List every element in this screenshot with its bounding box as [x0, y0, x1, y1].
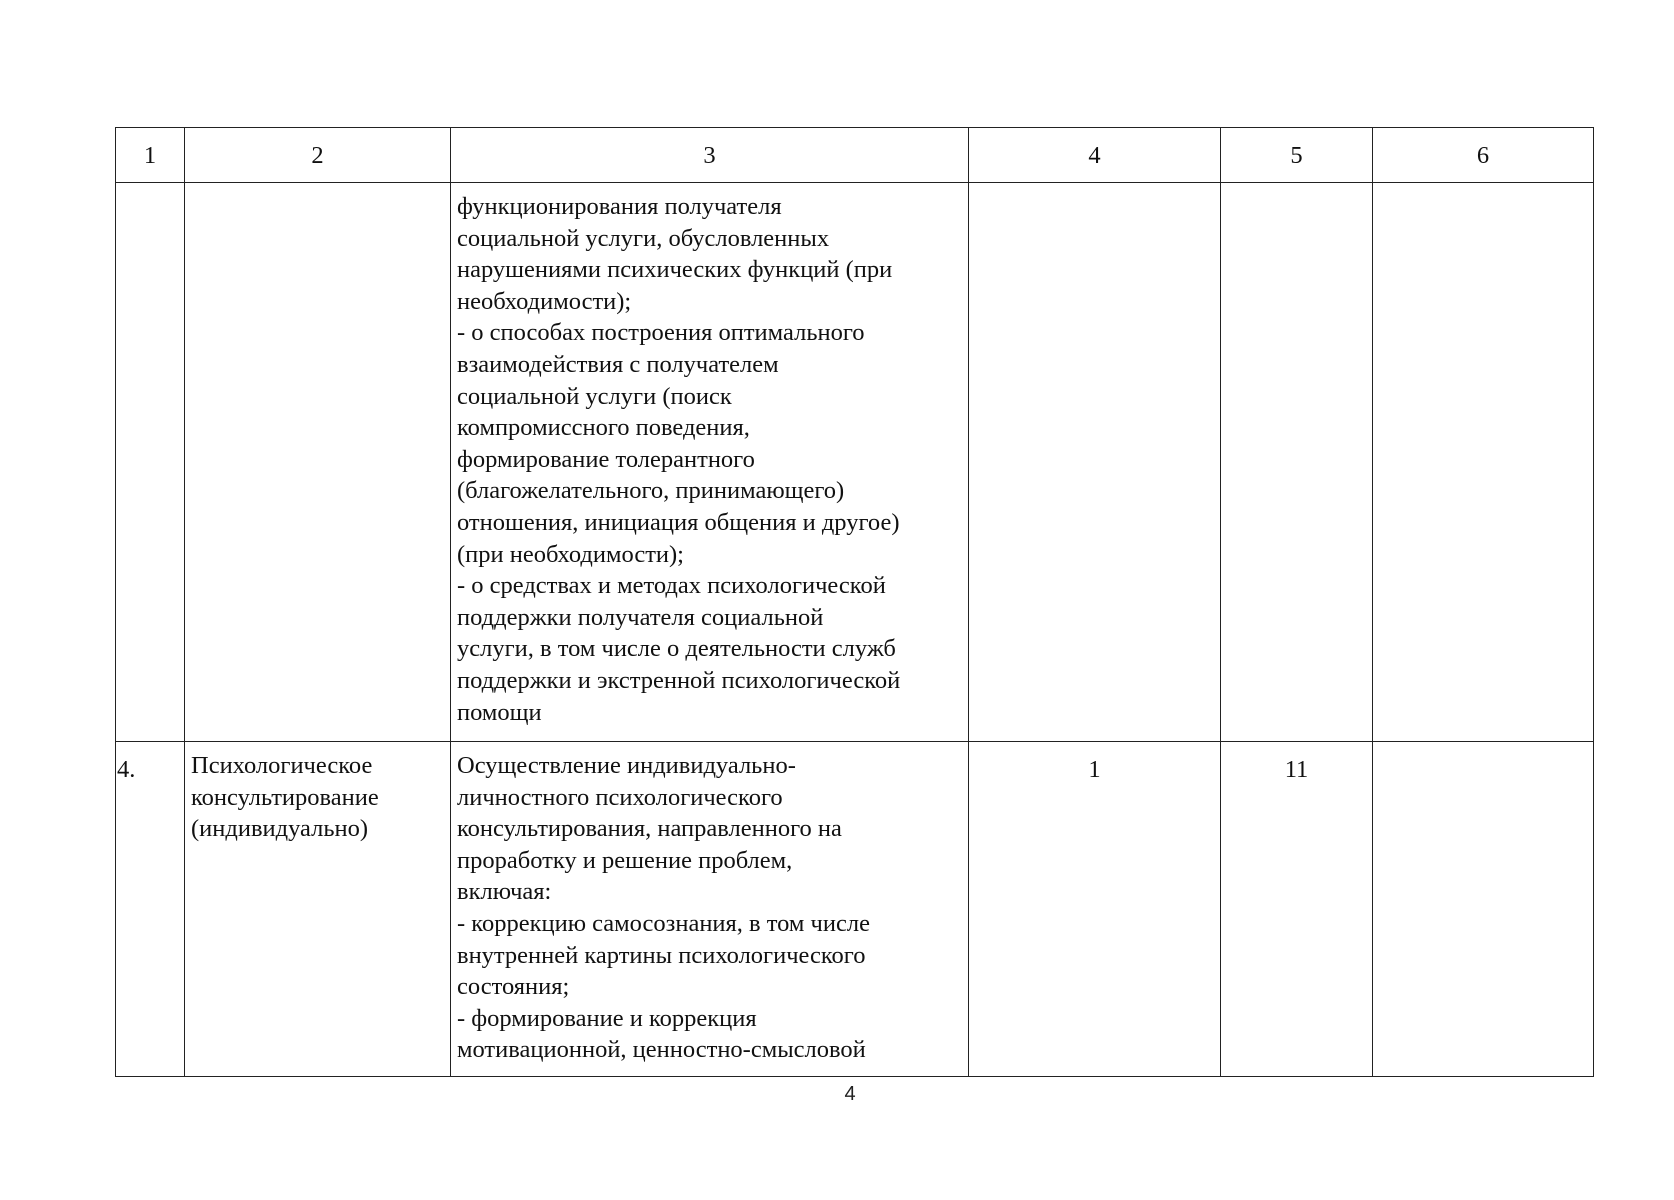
service-name-cell: [185, 183, 451, 742]
header-cell-6: 6: [1373, 128, 1594, 183]
header-cell-4: 4: [969, 128, 1221, 183]
column-5-value: 11: [1284, 756, 1309, 783]
row-number-cell: [116, 742, 185, 1077]
column-6-value: [1373, 183, 1593, 195]
table-header: [116, 128, 1594, 183]
header-cell-3: 3: [451, 128, 969, 183]
service-name: Психологическое консультирование (индивидуально): [191, 752, 379, 843]
column-5-value: [1221, 183, 1372, 195]
service-name-cell: [185, 742, 451, 1077]
column-6-value: [1373, 742, 1593, 754]
row-number-cell: [116, 183, 185, 742]
column-6-cell: [1373, 183, 1594, 742]
row-number: 4.: [117, 756, 136, 783]
service-description-cell: [451, 742, 969, 1077]
header-row: [116, 128, 1594, 183]
column-4-cell: [969, 742, 1221, 1077]
services-table: [115, 127, 1594, 1077]
table-body: [116, 183, 1594, 1077]
header-cell-1: 1: [116, 128, 185, 183]
column-4-value: 1: [1088, 756, 1101, 783]
column-4-value: [969, 183, 1220, 195]
row-number: [116, 183, 184, 195]
service-description: Осуществление индивидуально- личностного психологического консультирования, направленного на проработку и решение проблем, включая: - коррекцию самосознания, в том числе внутренней картины психологического состояния; - формирование и коррекция мотивационной, ценностно-смысловой: [457, 752, 870, 1064]
column-6-cell: [1373, 742, 1594, 1077]
service-name: [185, 183, 450, 195]
column-4-cell: [969, 183, 1221, 742]
service-description: функционирования получателя социальной услуги, обусловленных нарушениями психических функций (при необходимости); - о способах построения оптимального взаимодействия с получателем социальной услуги (поиск компромиссного поведения, формирование толерантного (благожелательного, принимающего) отношения, инициация общения и другое) (при необходимости); - о средствах и методах психологической поддержки получателя социальной услуги, в том числе о деятельности служб поддержки и экстренной психологической помощи: [457, 193, 901, 726]
table-row: [116, 183, 1594, 742]
table-row: [116, 742, 1594, 1077]
page-number: 4: [844, 1083, 856, 1105]
column-5-cell: [1221, 742, 1373, 1077]
service-description-cell: [451, 183, 969, 742]
column-5-cell: [1221, 183, 1373, 742]
header-cell-5: 5: [1221, 128, 1373, 183]
header-cell-2: 2: [185, 128, 451, 183]
